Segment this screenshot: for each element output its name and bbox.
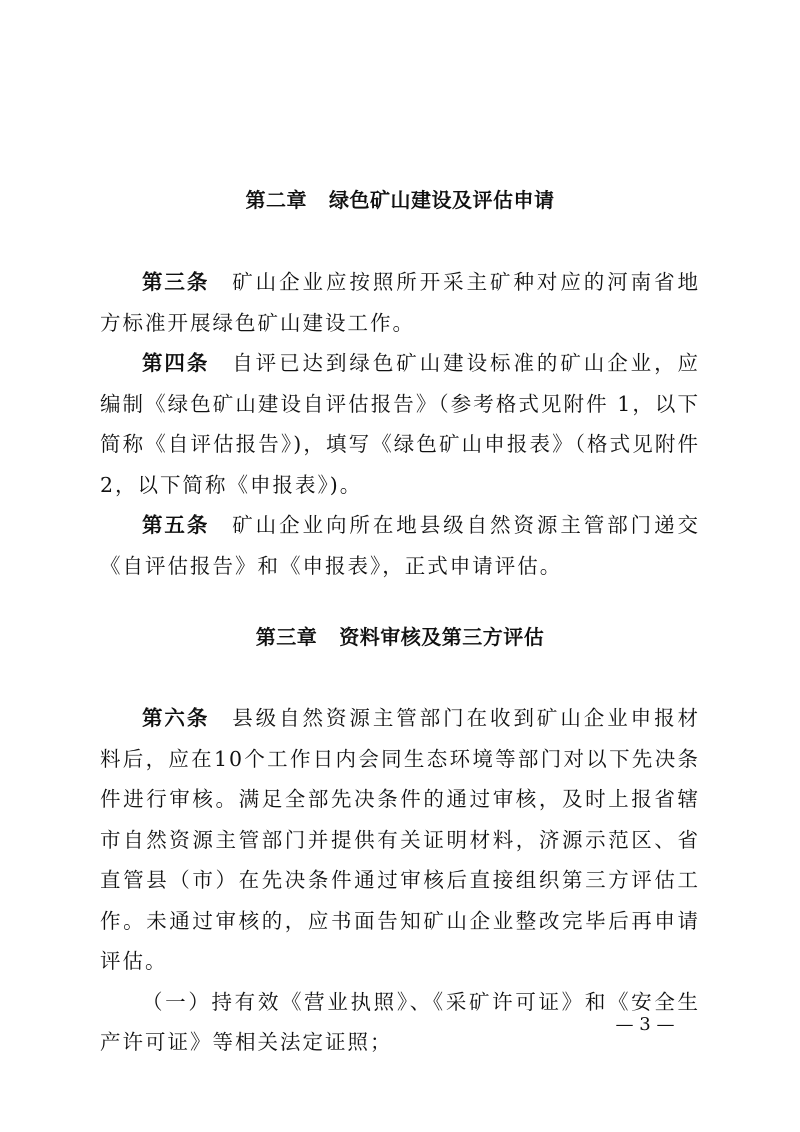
chapter-2-heading [100,184,700,216]
article-5-text: 矿山企业向所在地县级自然资源主管部门递交《自评估报告》和《申报表》，正式申请评估。 [100,513,701,578]
article-5 [100,505,700,586]
chapter-2-number: 第二章 [245,188,307,212]
article-5-label: 第五条 [142,513,210,537]
article-6-text: 县级自然资源主管部门在收到矿山企业申报材料后，应在10个工作日内会同生态环境等部门对以下先决条件进行审核。满足全部先决条件的通过审核，及时上报省辖市自然资源主管部门并提供有关证明材料，济源示范区、省直管县（市）在先决条件通过审核后直接组织第三方评估工作。未通过审核的，应书面告知矿山企业整改完毕后再申请评估。 [100,706,701,973]
article-4-text: 自评已达到绿色矿山建设标准的矿山企业，应编制《绿色矿山建设自评估报告》（参考格式见附件 1，以下简称《自评估报告》)，填写《绿色矿山申报表》（格式见附件 2，以下简称《申报表》)。 [100,351,701,497]
article-6 [100,698,700,982]
article-3-text: 矿山企业应按照所开采主矿种对应的河南省地方标准开展绿色矿山建设工作。 [100,270,701,335]
article-3 [100,262,700,343]
chapter-2-body [100,262,700,586]
article-3-label: 第三条 [142,270,210,294]
chapter-3-title: 资料审核及第三方评估 [339,625,545,649]
chapter-2-title: 绿色矿山建设及评估申请 [329,188,555,212]
article-4 [100,343,700,505]
article-4-label: 第四条 [142,351,210,375]
chapter-3-heading [100,621,700,653]
chapter-3-body [100,698,700,1063]
article-6-label: 第六条 [142,706,210,730]
page-number: — 3 — [615,1014,675,1035]
list-item-1-text: （一）持有效《营业执照》、《采矿许可证》和《安全生产许可证》等相关法定证照； [100,989,700,1054]
chapter-3-number: 第三章 [255,625,318,649]
